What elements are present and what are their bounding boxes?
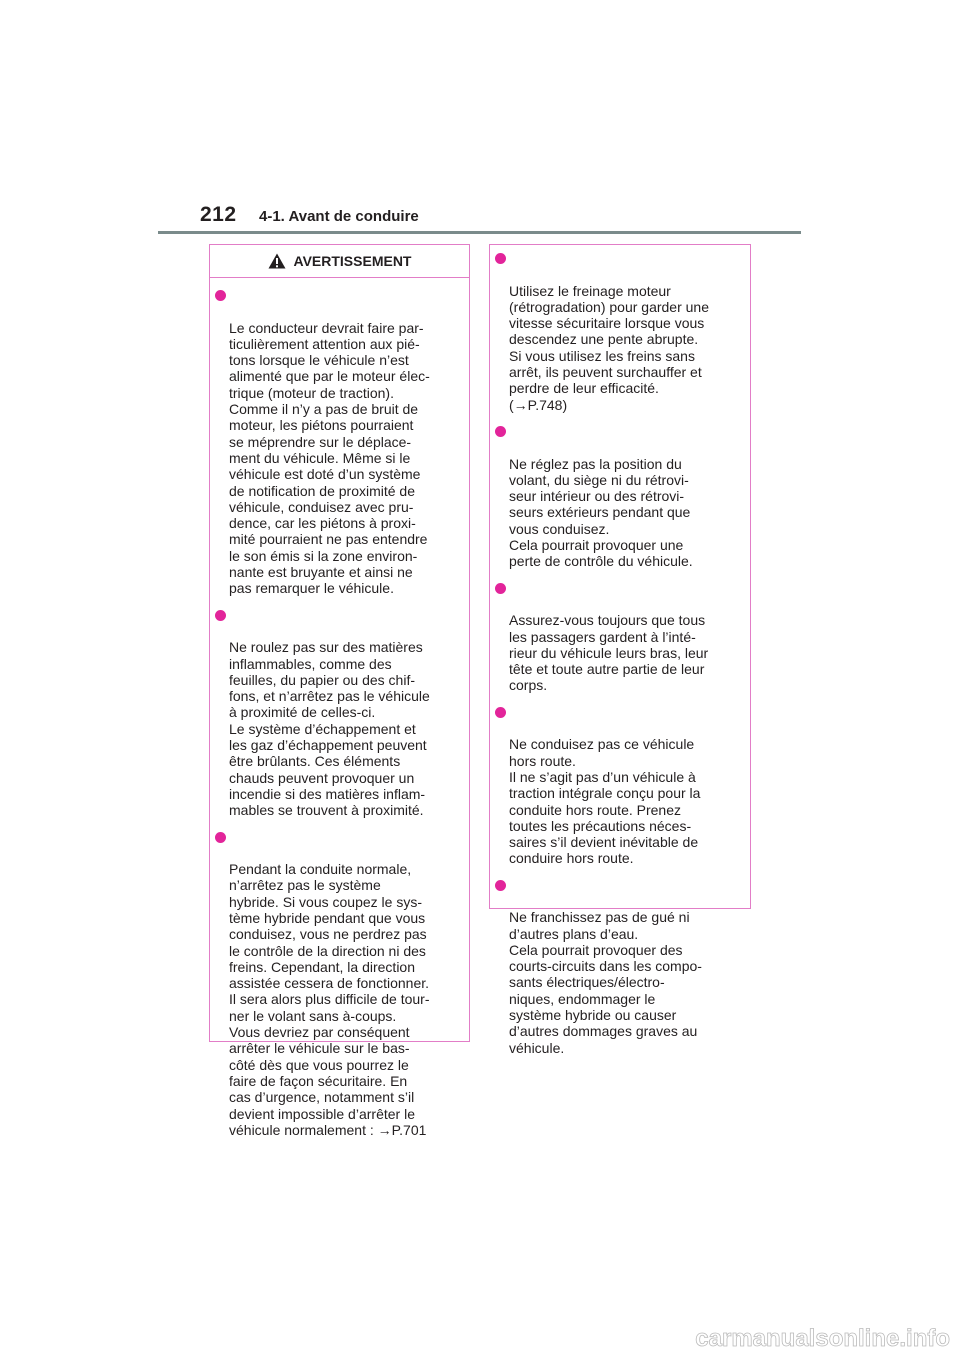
- item-text: Le conducteur devrait faire par- ticulièrement attention aux pié- tons lorsque le véhicule n’est alimenté que par le moteur élec- trique (moteur de traction). Comme il n’y a pas de bruit de moteur, les piétons pourraient se méprendre sur le déplace- ment du véhicule. Même si le véhicule est doté d’un système de notification de proximité de véhicule, conduisez avec pru- dence, car les piétons à proxi- mité pourraient ne pas entendre le son émis si la zone environ- nante est bruyante et ainsi ne pas remarquer le véhicule.: [229, 319, 430, 597]
- bullet-icon: [215, 290, 226, 301]
- warning-list-right: [490, 245, 750, 1056]
- bullet-icon: [215, 610, 226, 621]
- bullet-icon: [495, 707, 506, 718]
- watermark-text: carmanualsonline.info: [695, 1325, 950, 1352]
- item-text: Ne conduisez pas ce véhicule hors route. Il ne s’agit pas d’un véhicule à traction intégrale conçu pour la conduite hors route. Prenez toutes les précautions néces- saires s’il devient inévitable de conduire hors route.: [509, 736, 701, 867]
- item-text: Ne roulez pas sur des matières inflammables, comme des feuilles, du papier ou des chif- fons, et n’arrêtez pas le véhicule à proximité de celles-ci. Le système d’échappement et les gaz d’échappement peuvent être brûlants. Ces éléments chauds peuvent provoquer un incendie si des matières inflam- mables se trouvent à proximité.: [229, 639, 430, 819]
- bullet-icon: [495, 426, 506, 437]
- list-item: [495, 877, 742, 1056]
- warning-box-left: [209, 244, 470, 1138]
- list-item: [215, 607, 461, 819]
- item-text: Assurez-vous toujours que tous les passagers gardent à l’inté- rieur du véhicule leurs bras, leur tête et toute autre partie de leur corps.: [509, 612, 709, 694]
- section-title: 4-1. Avant de conduire: [259, 208, 419, 225]
- item-text: Utilisez le freinage moteur (rétrogradation) pour garder une vitesse sécuritaire lorsque vous descendez une pente abrupte. Si vous utilisez les freins sans arrêt, ils peuvent surchauffer et perdre de leur efficacité. (→P.748): [509, 282, 710, 413]
- warning-triangle-icon: [268, 253, 286, 269]
- item-text: Ne franchissez pas de gué ni d’autres plans d’eau. Cela pourrait provoquer des courts-circuits dans les compo- sants électriques/électro- niques, endommager le système hybride ou causer d’autres dommages graves au véhicule.: [509, 909, 702, 1056]
- list-item: [215, 287, 461, 597]
- warning-list-left: [210, 278, 469, 1138]
- item-text: Pendant la conduite normale, n’arrêtez pas le système hybride. Si vous coupez le sys- tème hybride pendant que vous conduisez, vous ne perdrez pas le contrôle de la direction ni des freins. Cependant, la direction assistée cessera de fonctionner. Il sera alors plus difficile de tour- ner le volant sans à-coups. Vous devriez par conséquent arrêter le véhicule sur le bas- côté dès que vous pourrez le faire de façon sécuritaire. En cas d’urgence, notamment s’il devient impossible d’arrêter le véhicule normalement : →P.701: [229, 861, 430, 1138]
- bullet-icon: [495, 253, 506, 264]
- list-item: [495, 580, 742, 694]
- list-item: [495, 704, 742, 867]
- item-text: Ne réglez pas la position du volant, du siège ni du rétrovi- seur intérieur ou des rétrovi- seurs extérieurs pendant que vous conduisez. Cela pourrait provoquer une perte de contrôle du véhicule.: [509, 455, 693, 570]
- warning-title: AVERTISSEMENT: [293, 253, 412, 269]
- warning-header: [210, 245, 469, 278]
- bullet-icon: [495, 880, 506, 891]
- list-item: [495, 250, 742, 413]
- header-rule: [158, 231, 801, 234]
- watermark: [622, 1324, 952, 1352]
- bullet-icon: [495, 583, 506, 594]
- page-number: 212: [200, 203, 237, 226]
- warning-box-right: [489, 244, 751, 1056]
- list-item: [215, 829, 461, 1139]
- list-item: [495, 423, 742, 570]
- bullet-icon: [215, 832, 226, 843]
